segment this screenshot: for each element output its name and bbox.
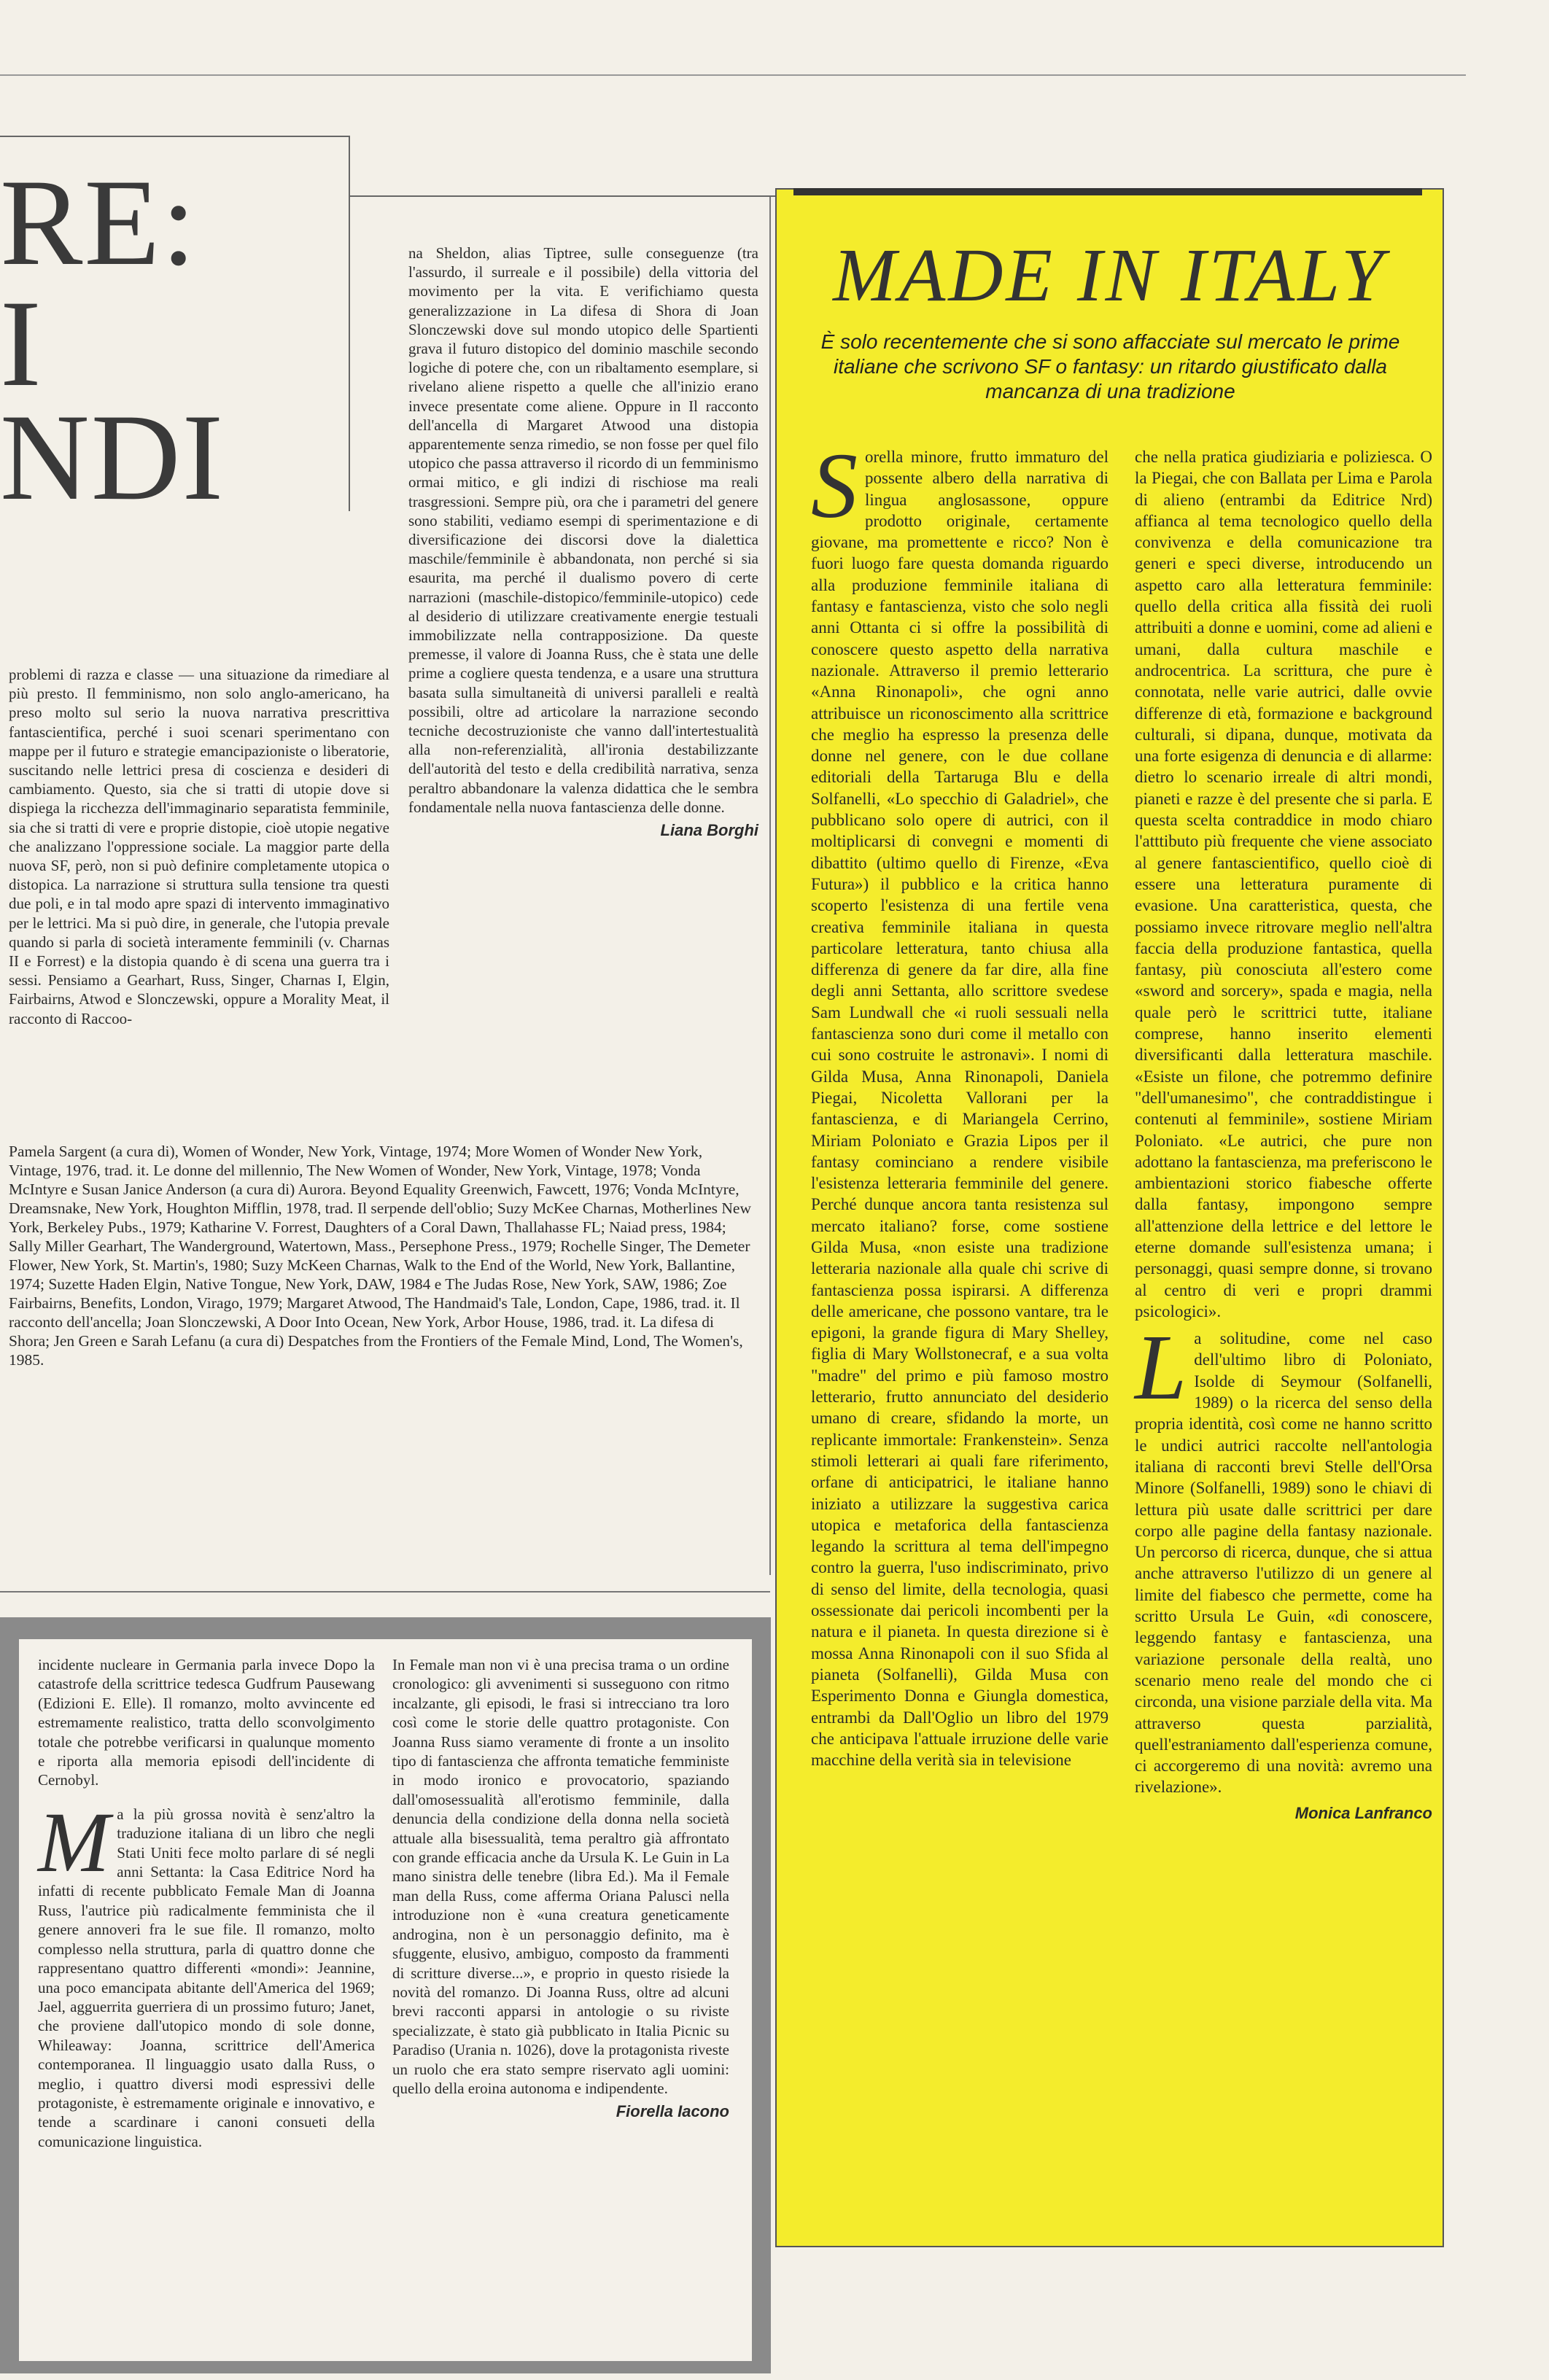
gray-left-intro: incidente nucleare in Germania parla invece Dopo la catastrofe della scrittrice tedesca Gudfrum Pausewang (Edizioni E. Elle). Il romanzo, molto avvincente ed estremamente realistico, tratta dello sconvolgimento totale che potrebbe verificarsi in qualunque momento e riporta alla memoria episodi dell'incidente di Cernobyl. [38,1656,375,1789]
article-left-text: problemi di razza e classe — una situazione da rimediare al più presto. Il femminismo, non solo anglo-americano, ha preso molto sul serio la nuova narrativa prescrittiva fantascientifica, perché i suoi scenari sperimentano con mappe per il futuro e strategie emancipazioniste o liberatorie, suscitando nelle lettrici presa di coscienza e desideri di cambiamento. Questo, sia che si tratti di utopie dove si dispiega la ricchezza dell'immaginario separatista femminile, sia che si tratti di vere e proprie distopie, cioè utopie negative che analizzano l'oppressione sociale. La maggior parte della nuova SF, però, non si può definire completamente utopica o distopica. La narrazione si struttura sulla tensione tra questi due poli, e in tal modo apre spazi di intervento immaginativo per le lettrici. Ma si può dire, in generale, che l'utopia prevale quando si parla di società interamente femminili (v. Charnas II e Forrest) e la distopia quando è di scena una guerra tra i sessi. Pensiamo a Gearhart, Russ, Singer, Charnas I, Elgin, Fairbairns, Atwod e Slonczewski, oppure a Morality Meat, il racconto di Raccoo- [9,666,389,1027]
made-in-italy-dropcap-1: S [811,434,858,537]
made-in-italy-dropcap-2: L [1135,1315,1187,1420]
gray-left-main-text: a la più grossa novità è senz'altro la traduzione italiana di un libro che negli Stati Uniti fece molto parlare di sé negli anni Settanta: la Casa Editrice Nord ha infatti di recente pubblicato Female Man di Joanna Russ, l'autrice più radicalmente femminista che il genere annoveri fra le sue file. Il romanzo, molto complesso nella struttura, parla di quattro donne che rappresentano quattro differenti «mondi»: Jeannine, una poco emancipata abitante dell'America del 1969; Jael, agguerrita guerriera di un prossimo futuro; Janet, che proviene dall'utopico mondo di sole donne, Whileaway: Joanna, scrittrice dell'America contemporanea. Il linguaggio usato dalla Russ, o meglio, i quattro diversi modi espressivi delle protagoniste, è estremamente originale e innovativo, e tende a scardinare i canoni consueti della comunicazione linguistica. [38,1805,375,2150]
headline-line-2: I [0,275,43,412]
made-in-italy-topbar [793,188,1422,195]
article-middle-column [408,244,758,840]
top-rule [0,74,1466,76]
gray-right-column [392,1655,729,2122]
made-in-italy-column-1 [811,434,1109,1770]
headline-line-1: RE: [0,154,198,291]
made-in-italy-signature: Monica Lanfranco [1294,1803,1432,1822]
made-in-italy-col2-text-a: che nella pratica giudiziaria e poliziesca. O la Piegai, che con Ballata per Lima e Parola di alieno (entrambi da Editrice Nrd) affianca al tema tecnologico quello della convivenza e della comunicazione tra generi e speci diverse, introducendo un aspetto caro alla letteratura femminile: quello della critica alla fissità dei ruoli attribuiti a donne e uomini, come ad alieni e umani, dalla cultura maschile e androcentrica. La scrittura, che pure è connotata, nelle varie autrici, dalle ovvie differenze di età, formazione e background culturali, si dipana, dunque, motivata da una forte esigenza di denuncia e di allarme: dietro lo scenario irreale di altri mondi, pianeti e razze è del presente che si parla. E questa scelta contraddice in modo chiaro l'atttibuto più frequente che viene associato al genere fantascientifico, quello cioè di essere una letteratura puramente di evasione. Una caratteristica, questa, che possiamo invece ritrovare meglio nell'altra faccia della produzione fantastica, quella fantasy, più conosciuta all'estero come «sword and sorcery», spada e magia, nella quale però le scrittrici tutte, italiane comprese, hanno inserito elementi diversificanti dalla letteratura maschile. «Esiste un filone, che potremmo definire "dell'umanesimo", che contraddistingue i contenuti al femminile», sostiene Miriam Poloniato. «Le autrici, che pure non adottano la fantascienza, ma preferiscono le ambientazioni storico fiabesche offerte dalla fantasy, impongono sempre all'attenzione della lettrice e del lettore le eterne domande sull'esistenza umana; i personaggi, quasi sempre donne, si trovano al centro di veri e propri drammi psicologici». [1135,448,1432,1321]
made-in-italy-column-2 [1135,446,1432,1824]
column-divider [769,197,771,1575]
article-middle-text: na Sheldon, alias Tiptree, sulle conseguenze (tra l'assurdo, il surreale e il possibile) della vittoria del movimento per la vita. E verifichiamo questa generalizzazione in La difesa di Shora di Joan Slonczewski dove sul mondo utopico delle Spartienti grava il futuro distopico del dominio maschile secondo logiche di potere che, con un ribaltamento esemplare, si rivelano aliene rispetto a quelle che all'inizio erano invece presentate come aliene. Oppure in Il racconto dell'ancella di Margaret Atwood una distopia apparentemente senza rimedio, se non fosse per quel filo utopico che passa attraverso il ricordo di un femminismo ormai mitico, e gli indizi di rischiose ma reali trasgressioni. Sempre più, ora che i parametri del genere sono stabiliti, vediamo esempi di sperimentazione e di diversificazione dei discorsi dove la dialettica maschile/femminile è abbandonata, non perché si sia esaurita, ma perché il dualismo povero di certe narrazioni (maschile-distopico/femminile-utopico) cede al desiderio di utilizzare creativamente energie testuali immobilizzate nella contrapposizione. Da queste premesse, il valore di Joanna Russ, che è stata une delle prime a cogliere questa tendenza, e a usare una struttura basata sulla simultaneità di universi paralleli e realtà possibili, oltre ad articolare la narrazione secondo tecniche decostruzioniste che vanno dall'intertestualità alla non-referenzialità, all'ironia destabilizzante dell'autorità del testo e della credibilità narrativa, senza peraltro abbandonare la valenza didattica che le sembra fondamentale nella nuova fantascienza delle donne. [408,244,758,816]
made-in-italy-title: MADE IN ITALY [833,233,1386,317]
made-in-italy-subtitle: È solo recentemente che si sono affacciate sul mercato le prime italiane che scrivono SF o fantasy: un ritardo giustificato dalla mancanza di una tradizione [820,330,1400,402]
made-in-italy-col1-text: orella minore, frutto immaturo del possente albero della narrativa di lingua anglosassone, oppure prodotto originale, certamente giovane, ma promettente e ricco? Non è fuori luogo fare questa domanda riguardo alla produzione femminile italiana di fantasy e fantascienza, visto che solo negli anni Ottanta ci si offre la possibilità di conoscere questo aspetto della narrativa nazionale. Attraverso il premio letterario «Anna Rinonapoli», che ogni anno attribuisce un riconoscimento alla scrittrice che meglio ha espresso la presenza delle donne nel genere, con le due collane editoriali della Tartaruga Blu e della Solfanelli, «Lo specchio di Galadriel», che pubblicano solo opere di autrici, con il moltiplicarsi di convegni e momenti di dibattito (ultimo quello di Firenze, «Eva Futura») il pubblico e la critica hanno scoperto l'esistenza di una fertile vena creativa femminile italiana in questa particolare letteratura, tanto chiusa alla differenza di genere da far dire, alla fine degli anni Settanta, allo scrittore svedese Sam Lundwall che «i ruoli sessuali nella fantascienza sono duri come il metallo con cui sono costruite le astronavi». I nomi di Gilda Musa, Anna Rinonapoli, Daniela Piegai, Nicoletta Vallorani per la fantascienza, e di Mariangela Cerrino, Miriam Poloniato e Grazia Lipos per il fantasy cominciano a rendere visibile l'esistenza letteraria femminile del genere. Perché dunque ancora tanta resistenza sul mercato italiano? forse, come sostiene Gilda Musa, «non esiste una tradizione letteraria nazionale alla quale chi scrive di fantascienza possa ispirarsi. A differenza delle americane, che possono vantare, tra le epigoni, la grande figura di Mary Shelley, figlia di Mary Wollstonecraf, e a sua volta "madre" del primo e più famoso mostro letterario, frutto annunciato del desiderio umano di creare, sfidando la morte, un replicante immortale: Frankenstein». Senza stimoli letterari ai quali fare riferimento, orfane di anticipatrici, le italiane hanno iniziato a utilizzare la suggestiva carica utopica e metaforica della fantascienza legando la scrittura al tema dell'impegno contro la guerra, l'uso indiscriminato, privo di senso del limite, della tecnologia, quasi ossessionate dai pericoli incombenti per la natura e il pianeta. In questa direzione si è mossa Anna Rinonapoli con il suo Sfida al pianeta (Solfanelli), Gilda Musa con Esperimento Donna e Giungla domestica, entrambi da Dall'Oglio un libro del 1979 che anticipava l'attuale irruzione delle varie macchine della verità sia in televisione [811,448,1109,1770]
made-in-italy-paragraph-1 [811,434,1109,1770]
gray-left-main-paragraph [38,1794,375,2151]
bibliography-text: Pamela Sargent (a cura di), Women of Wonder, New York, Vintage, 1974; More Women of Wonder New York, Vintage, 1976, trad. it. Le donne del millennio, The New Women of Wonder, New York, Vintage, 1978; Vonda McIntyre e Susan Janice Anderson (a cura di) Aurora. Beyond Equality Greenwich, Fawcett, 1976; Vonda McIntyre, Dreamsnake, New York, Houghton Mifflin, 1978, trad. Il serpende dell'oblio; Suzy McKee Charnas, Motherlines New York, Berkeley Pubs., 1979; Katharine V. Forrest, Daughters of a Coral Dawn, Thallahasse FL; Naiad press, 1984; Sally Miller Gearhart, The Wanderground, Watertown, Mass., Persephone Press., 1979; Rochelle Singer, The Demeter Flower, New York, St. Martin's, 1980; Suzy McKeen Charnas, Walk to the End of the World, New York, Ballantine, 1974; Suzette Haden Elgin, Native Tongue, New York, DAW, 1984 e The Judas Rose, New York, SAW, 1986; Zoe Fairbairns, Benefits, London, Virago, 1979; Margaret Atwood, The Handmaid's Tale, London, Cape, 1986, trad. it. Il racconto dell'ancella; Joan Slonczewski, A Door Into Ocean, New York, Arbor House, 1986, trad. it. La difesa di Shora; Jen Green e Sarah Lefanu (a cura di) Despatches from the Frontiers of the Female Mind, Lond, The Women's, 1985. [9,1143,751,1369]
headline-line-3: NDI [0,389,225,526]
gray-left-column [38,1655,375,2151]
headline-rule [349,195,780,197]
gray-dropcap: M [38,1794,110,1890]
gray-signature: Fiorella Iacono [616,2102,729,2121]
bibliography [9,1142,756,1369]
article-left-column [9,665,389,1028]
made-in-italy-col2-text-b: a solitudine, come nel caso dell'ultimo libro di Poloniato, Isolde di Seymour (Solfanelli, 1989) o la ricerca del senso della propria identità, così come ne hanno scritto le undici autrici raccolte nell'antologia italiana di racconti brevi Stelle dell'Orsa Minore (Solfanelli, 1989) sono le chiavi di lettura più usate dalle scrittrici per dare corpo alle pagine della fantasy nazionale. Un percorso di ricerca, dunque, che si attua anche attraverso l'utilizzo di un genere al limite del fiabesco che permette, come ha scritto Ursula Le Guin, «di conoscere, leggendo fantasy e fantascienza, una variazione personale della realtà, uno scenario meno reale del mondo che ci circonda, una visione parziale della vita. Ma attraverso questa parzialità, quell'estraniamento dall'esperienza comune, ci accorgeremo di una novità: avremo una rivelazione». [1135,1329,1432,1797]
gray-right-text: In Female man non vi è una precisa trama o un ordine cronologico: gli avvenimenti si susseguono con ritmo incalzante, gli episodi, le frasi si intrecciano tra loro così come le storie delle quattro protagoniste. Con Joanna Russ siamo veramente di fronte a un insolito tipo di fantascienza che affronta tematiche femministe in modo ironico e provocatorio, spaziando dall'omosessualità all'erotismo femminile, dalla denuncia della condizione della donna nella società attuale alla bisessualità, tema peraltro già affrontato con grande efficacia anche da Ursula K. Le Guin in La mano sinistra delle tenebre (libra Ed.). Ma il Female man della Russ, come afferma Oriana Palusci nella introduzione non è «una creatura geneticamente androgina, non è un personaggio definito, ma è sfuggente, elusivo, ambiguo, composto da frammenti di scritture diverse...», e proprio in questo risiede la novità del romanzo. Di Joanna Russ, oltre ad alcuni brevi racconti apparsi in antologie o su riviste specializzate, è stato già pubblicato in Italia Picnic su Paradiso (Urania n. 1026), dove la protagonista riveste un ruolo che era stato sempre riservato agli uomini: quello della eroina autonoma e indipendente. [392,1656,729,2097]
made-in-italy-paragraph-2 [1135,1315,1432,1798]
headline [0,143,349,526]
article-signature: Liana Borghi [660,821,758,840]
section-divider [0,1591,770,1592]
